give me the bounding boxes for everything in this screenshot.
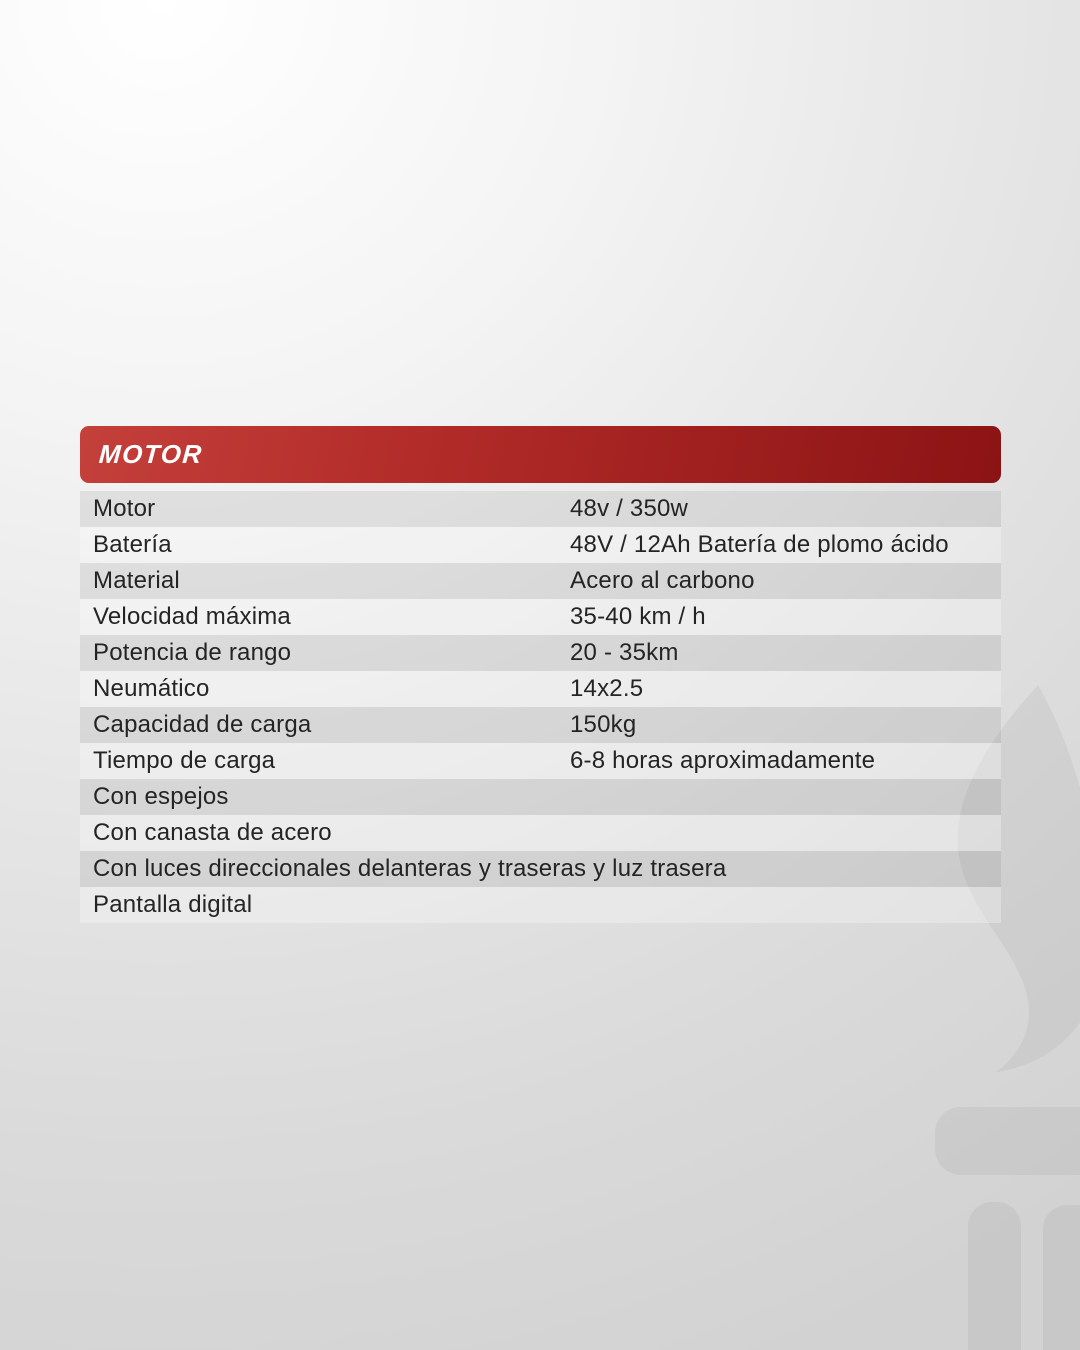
spec-label: Pantalla digital xyxy=(93,891,253,918)
table-row xyxy=(80,779,1001,815)
table-row xyxy=(80,491,1001,527)
table-row xyxy=(80,815,1001,851)
table-row xyxy=(80,635,1001,671)
spec-rows xyxy=(80,491,1001,923)
watermark-column-shape xyxy=(968,1202,1021,1350)
spec-value: 6-8 horas aproximadamente xyxy=(570,747,876,774)
watermark-column-shape xyxy=(1043,1205,1080,1350)
spec-value: 35-40 km / h xyxy=(570,603,706,630)
table-row xyxy=(80,563,1001,599)
spec-label: Potencia de rango xyxy=(93,639,292,666)
spec-label: Neumático xyxy=(93,675,210,702)
section-header xyxy=(80,426,1001,483)
table-row xyxy=(80,743,1001,779)
spec-label: Con canasta de acero xyxy=(93,819,332,846)
table-row xyxy=(80,887,1001,923)
spec-value: 150kg xyxy=(570,711,637,738)
table-row xyxy=(80,527,1001,563)
spec-label: Velocidad máxima xyxy=(93,603,291,630)
section-title: MOTOR xyxy=(97,439,204,469)
spec-label: Capacidad de carga xyxy=(93,711,312,738)
spec-label: Batería xyxy=(93,531,172,558)
spec-value: 48V / 12Ah Batería de plomo ácido xyxy=(570,531,949,558)
spec-value: Acero al carbono xyxy=(570,567,755,594)
spec-label: Motor xyxy=(93,495,156,522)
watermark-bar-shape xyxy=(935,1107,1080,1175)
spec-value: 48v / 350w xyxy=(570,495,689,522)
spec-label: Tiempo de carga xyxy=(93,747,276,774)
table-row xyxy=(80,599,1001,635)
table-row xyxy=(80,707,1001,743)
spec-table xyxy=(80,426,1001,923)
spec-value: 20 - 35km xyxy=(570,639,679,666)
spec-value: 14x2.5 xyxy=(570,675,644,702)
spec-label: Con espejos xyxy=(93,783,229,810)
spec-label: Material xyxy=(93,567,180,594)
table-row xyxy=(80,671,1001,707)
spec-label: Con luces direccionales delanteras y traseras y luz trasera xyxy=(93,855,727,882)
table-row xyxy=(80,851,1001,887)
